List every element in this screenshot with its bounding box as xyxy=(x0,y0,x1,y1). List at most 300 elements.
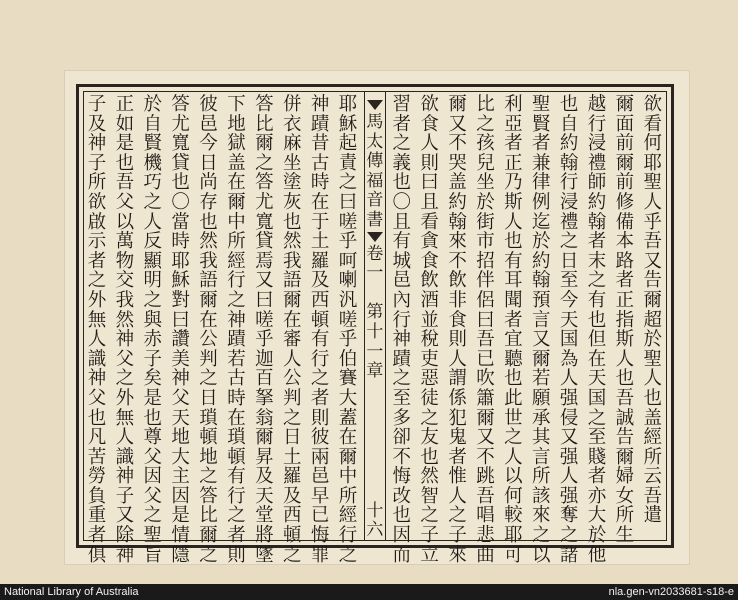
glyph: 跳 xyxy=(476,466,495,488)
glyph: 乎 xyxy=(338,329,358,351)
glyph: 在 xyxy=(199,309,218,331)
glyph: 蹟 xyxy=(310,113,330,135)
glyph: 之 xyxy=(504,427,523,449)
glyph: 勞 xyxy=(87,466,107,488)
glyph: 喇 xyxy=(338,270,358,292)
glyph: 爾 xyxy=(199,289,218,311)
text-column xyxy=(641,92,665,540)
glyph: 呵 xyxy=(338,250,358,272)
glyph: 尤 xyxy=(171,113,190,135)
glyph: 一 xyxy=(366,263,384,284)
glyph: 路 xyxy=(615,250,635,272)
glyph: 爾 xyxy=(227,191,246,213)
glyph: 曰 xyxy=(171,309,190,331)
glyph: 讚 xyxy=(171,329,190,351)
glyph: 蓋 xyxy=(338,407,358,429)
glyph: 於 xyxy=(143,94,163,115)
glyph: 也 xyxy=(171,172,190,194)
glyph: 該 xyxy=(531,485,551,507)
glyph: 灰 xyxy=(282,191,302,213)
glyph: 不 xyxy=(448,133,467,155)
glyph: 曰 xyxy=(255,289,274,311)
glyph: 徒 xyxy=(420,387,439,409)
glyph: 者 xyxy=(615,270,635,292)
glyph: 也 xyxy=(392,505,412,527)
glyph: 天 xyxy=(559,309,579,331)
glyph: 物 xyxy=(115,250,135,272)
glyph: 爾 xyxy=(615,152,635,174)
glyph: 云 xyxy=(643,466,663,488)
glyph: 內 xyxy=(392,289,412,311)
text-column xyxy=(141,92,165,566)
glyph: 嗟 xyxy=(338,309,358,331)
text-column xyxy=(390,92,414,566)
glyph: 承 xyxy=(531,407,551,429)
glyph: 神 xyxy=(310,94,330,115)
glyph: 食 xyxy=(448,309,467,331)
glyph: 爾 xyxy=(643,289,663,311)
glyph: 中 xyxy=(227,211,246,233)
glyph: 神 xyxy=(115,544,135,566)
glyph: 指 xyxy=(615,309,635,331)
glyph: 父 xyxy=(115,191,135,213)
glyph: 人 xyxy=(282,348,302,370)
glyph: 修 xyxy=(615,191,635,213)
glyph: 今 xyxy=(559,289,579,311)
glyph: 因 xyxy=(171,485,190,507)
glyph: 之 xyxy=(227,289,246,311)
glyph: 將 xyxy=(255,525,274,547)
glyph: 來 xyxy=(448,231,467,253)
glyph: 及 xyxy=(282,485,302,507)
glyph: 爾 xyxy=(448,94,467,115)
glyph: 又 xyxy=(448,113,467,135)
glyph: 於 xyxy=(531,231,551,253)
glyph: 師 xyxy=(587,172,607,194)
glyph: 約 xyxy=(448,191,467,213)
glyph: 也 xyxy=(643,387,663,409)
glyph: 所 xyxy=(531,466,551,488)
glyph: 賤 xyxy=(587,446,607,468)
glyph: 之 xyxy=(199,544,218,566)
glyph: 神 xyxy=(171,368,190,390)
glyph: 伴 xyxy=(476,270,495,292)
glyph: 有 xyxy=(392,231,412,253)
glyph: 之 xyxy=(448,505,467,527)
glyph: 之 xyxy=(199,368,218,390)
glyph: 所 xyxy=(227,231,246,253)
glyph: 翰 xyxy=(448,211,467,233)
glyph: 章 xyxy=(366,361,384,382)
glyph: 言 xyxy=(531,446,551,468)
glyph: 行 xyxy=(227,485,246,507)
glyph: 審 xyxy=(282,329,302,351)
glyph: 以 xyxy=(504,466,523,488)
glyph: 彼 xyxy=(199,94,218,115)
glyph: 寬 xyxy=(255,211,274,233)
glyph: 較 xyxy=(504,505,523,527)
glyph: 以 xyxy=(115,211,135,233)
glyph: 神 xyxy=(87,133,107,155)
glyph: 起 xyxy=(338,133,358,155)
glyph: 之 xyxy=(420,505,439,527)
glyph: 兩 xyxy=(310,446,330,468)
glyph: 明 xyxy=(143,270,163,292)
glyph: 鬼 xyxy=(448,427,467,449)
glyph: 以 xyxy=(531,544,551,566)
glyph: 大 xyxy=(587,505,607,527)
glyph: 福 xyxy=(366,170,384,191)
glyph: 行 xyxy=(559,172,579,194)
glyph: 之 xyxy=(559,525,579,547)
glyph: 所 xyxy=(615,505,635,527)
glyph: 超 xyxy=(643,309,663,331)
glyph: 謂 xyxy=(448,368,467,390)
glyph: 坐 xyxy=(476,172,495,194)
glyph: 穌 xyxy=(171,270,190,292)
glyph: 爾 xyxy=(615,94,635,115)
glyph: 〇 xyxy=(392,191,412,213)
glyph: 之 xyxy=(143,289,163,311)
text-column xyxy=(446,92,470,566)
glyph: 之 xyxy=(310,368,330,390)
glyph: 所 xyxy=(643,446,663,468)
glyph: 然 xyxy=(420,466,439,488)
glyph: 識 xyxy=(87,348,107,370)
glyph: 一 xyxy=(366,341,384,362)
footer-bar xyxy=(0,584,738,600)
glyph: 律 xyxy=(531,172,551,194)
fishtail-mark xyxy=(367,100,383,110)
glyph: 酒 xyxy=(420,289,439,311)
glyph: 又 xyxy=(476,427,495,449)
glyph: 孩 xyxy=(476,133,495,155)
glyph: 凡 xyxy=(87,427,107,449)
glyph: 利 xyxy=(504,94,523,115)
glyph: 自 xyxy=(143,113,163,135)
glyph: 至 xyxy=(559,270,579,292)
glyph: 重 xyxy=(87,505,107,527)
glyph: 立 xyxy=(420,544,439,566)
glyph: 墜 xyxy=(255,544,274,566)
glyph: 義 xyxy=(392,152,412,174)
glyph: 盖 xyxy=(448,172,467,194)
glyph: 日 xyxy=(282,427,302,449)
glyph: 經 xyxy=(643,427,663,449)
glyph: 羅 xyxy=(310,250,330,272)
footer-source: National Library of Australia xyxy=(4,586,139,598)
text-column xyxy=(585,92,609,566)
glyph: 貸 xyxy=(171,152,190,174)
glyph: 者 xyxy=(87,250,107,272)
glyph: 來 xyxy=(448,544,467,566)
glyph: 若 xyxy=(531,368,551,390)
glyph: 惟 xyxy=(448,466,467,488)
glyph: 比 xyxy=(476,94,495,115)
glyph: 正 xyxy=(615,289,635,311)
glyph: 爾 xyxy=(476,407,495,429)
glyph: 則 xyxy=(448,329,467,351)
glyph: 耶 xyxy=(643,152,663,174)
text-column xyxy=(529,92,553,566)
glyph: 尤 xyxy=(255,191,274,213)
glyph: 於 xyxy=(587,525,607,547)
glyph: 我 xyxy=(199,250,218,272)
text-columns xyxy=(84,92,666,566)
glyph: 禮 xyxy=(587,152,607,174)
glyph: 飲 xyxy=(420,270,439,292)
glyph: 約 xyxy=(531,250,551,272)
glyph: 則 xyxy=(227,544,246,566)
glyph: 盖 xyxy=(227,152,246,174)
glyph: 卻 xyxy=(392,427,412,449)
glyph: 俱 xyxy=(87,544,107,566)
glyph: 强 xyxy=(559,446,579,468)
glyph: 蹟 xyxy=(227,329,246,351)
glyph: 人 xyxy=(559,466,579,488)
glyph: 答 xyxy=(199,485,218,507)
glyph: 欲 xyxy=(87,191,107,213)
text-column xyxy=(557,92,581,566)
glyph: 獄 xyxy=(227,133,246,155)
glyph: 吹 xyxy=(476,368,495,390)
glyph: 行 xyxy=(338,525,358,547)
glyph: 大 xyxy=(171,446,190,468)
glyph: 經 xyxy=(338,505,358,527)
glyph: 啟 xyxy=(87,211,107,233)
text-column xyxy=(308,92,332,566)
glyph: 尊 xyxy=(143,427,163,449)
glyph: 也 xyxy=(115,152,135,174)
glyph: 城 xyxy=(392,250,412,272)
glyph: 多 xyxy=(392,407,412,429)
glyph: 浸 xyxy=(587,133,607,155)
glyph: 吾 xyxy=(643,231,663,253)
glyph: 哭 xyxy=(448,152,467,174)
glyph: 正 xyxy=(115,94,135,115)
glyph: 昔 xyxy=(310,133,330,155)
glyph: 赤 xyxy=(143,329,163,351)
text-column xyxy=(418,92,442,566)
glyph: 約 xyxy=(559,133,579,155)
glyph: 吾 xyxy=(115,172,135,194)
glyph: 是 xyxy=(115,133,135,155)
glyph: 何 xyxy=(504,485,523,507)
glyph: 旨 xyxy=(143,544,163,566)
glyph: 之 xyxy=(338,544,358,566)
glyph: 之 xyxy=(115,368,135,390)
glyph: 智 xyxy=(420,485,439,507)
glyph: 欲 xyxy=(643,94,663,115)
glyph: 他 xyxy=(587,544,607,566)
glyph: 已 xyxy=(310,505,330,527)
glyph: 及 xyxy=(310,270,330,292)
glyph: 子 xyxy=(87,94,107,115)
glyph: 迦 xyxy=(255,348,274,370)
glyph: 苦 xyxy=(87,446,107,468)
glyph: 告 xyxy=(643,270,663,292)
glyph: 對 xyxy=(171,289,190,311)
glyph: 反 xyxy=(143,231,163,253)
glyph: 汎 xyxy=(338,289,358,311)
glyph: 遣 xyxy=(643,505,663,527)
glyph: 之 xyxy=(282,544,302,566)
glyph: 所 xyxy=(338,485,358,507)
glyph: 乎 xyxy=(255,329,274,351)
glyph: 經 xyxy=(227,250,246,272)
glyph: 聖 xyxy=(531,94,551,115)
glyph: 曰 xyxy=(476,309,495,331)
glyph: 神 xyxy=(227,309,246,331)
glyph: 人 xyxy=(643,191,663,213)
glyph: 爾 xyxy=(338,446,358,468)
glyph: 侵 xyxy=(559,407,579,429)
glyph: 時 xyxy=(171,231,190,253)
glyph: 係 xyxy=(448,387,467,409)
glyph: 判 xyxy=(199,348,218,370)
glyph: 聞 xyxy=(504,289,523,311)
glyph: 之 xyxy=(282,407,302,429)
glyph: 卷 xyxy=(366,243,384,264)
glyph: 者 xyxy=(448,446,467,468)
glyph: 頓 xyxy=(227,446,246,468)
glyph: 者 xyxy=(587,231,607,253)
glyph: 至 xyxy=(392,387,412,409)
glyph: 巧 xyxy=(143,172,163,194)
glyph: 吏 xyxy=(420,348,439,370)
glyph: 我 xyxy=(115,289,135,311)
glyph: 唱 xyxy=(476,505,495,527)
glyph: 拏 xyxy=(255,387,274,409)
glyph: 者 xyxy=(227,525,246,547)
glyph: 人 xyxy=(615,348,635,370)
glyph: 比 xyxy=(255,113,274,135)
glyph: 兒 xyxy=(476,152,495,174)
glyph: 比 xyxy=(199,505,218,527)
glyph: 者 xyxy=(504,133,523,155)
glyph: 頓 xyxy=(310,309,330,331)
text-column xyxy=(197,92,221,566)
glyph: 行 xyxy=(587,113,607,135)
glyph: 斯 xyxy=(504,191,523,213)
glyph: 也 xyxy=(615,368,635,390)
glyph: 諸 xyxy=(559,544,579,566)
glyph: 之 xyxy=(143,505,163,527)
glyph: 答 xyxy=(255,94,274,115)
glyph: 人 xyxy=(143,211,163,233)
glyph: 子 xyxy=(115,485,135,507)
glyph: 無 xyxy=(87,309,107,331)
glyph: 時 xyxy=(310,172,330,194)
glyph: 願 xyxy=(531,387,551,409)
glyph: 十 xyxy=(366,500,384,521)
glyph: 日 xyxy=(199,387,218,409)
glyph: 之 xyxy=(199,466,218,488)
glyph: 又 xyxy=(255,270,274,292)
glyph: 爾 xyxy=(255,427,274,449)
glyph: 爾 xyxy=(199,525,218,547)
glyph: 因 xyxy=(143,466,163,488)
glyph: 然 xyxy=(199,231,218,253)
glyph: 但 xyxy=(587,329,607,351)
glyph: 街 xyxy=(476,211,495,233)
glyph: 併 xyxy=(282,94,302,115)
glyph: 自 xyxy=(559,113,579,135)
glyph: 存 xyxy=(199,191,218,213)
glyph: 矣 xyxy=(143,368,163,390)
glyph: 正 xyxy=(504,152,523,174)
glyph: 瑣 xyxy=(227,427,246,449)
glyph: 是 xyxy=(171,505,190,527)
glyph: 惡 xyxy=(420,368,439,390)
glyph: 父 xyxy=(171,387,190,409)
glyph: 浸 xyxy=(559,191,579,213)
glyph: 及 xyxy=(255,466,274,488)
glyph: 吾 xyxy=(615,387,635,409)
glyph: 行 xyxy=(227,270,246,292)
glyph: 百 xyxy=(255,368,274,390)
glyph: 不 xyxy=(448,250,467,272)
glyph: 外 xyxy=(87,289,107,311)
glyph: 日 xyxy=(559,250,579,272)
glyph: 国 xyxy=(587,387,607,409)
glyph: 今 xyxy=(199,133,218,155)
glyph: 交 xyxy=(115,270,135,292)
glyph: 吾 xyxy=(643,485,663,507)
glyph: 之 xyxy=(338,172,358,194)
glyph: 我 xyxy=(282,250,302,272)
glyph: 寬 xyxy=(171,133,190,155)
text-column xyxy=(280,92,304,566)
glyph: 早 xyxy=(310,485,330,507)
glyph: 翰 xyxy=(587,211,607,233)
glyph: 也 xyxy=(282,211,302,233)
glyph: 子 xyxy=(87,152,107,174)
glyph: 者 xyxy=(310,387,330,409)
glyph: 坐 xyxy=(282,152,302,174)
text-column xyxy=(169,92,193,566)
glyph: 有 xyxy=(587,289,607,311)
glyph: 賢 xyxy=(531,113,551,135)
glyph: 乎 xyxy=(338,231,358,253)
text-column xyxy=(224,92,248,566)
glyph: 婦 xyxy=(615,466,635,488)
glyph: 神 xyxy=(392,329,412,351)
glyph: 聖 xyxy=(643,172,663,194)
glyph: 行 xyxy=(392,309,412,331)
glyph: 强 xyxy=(559,387,579,409)
center-subtitle xyxy=(365,244,385,381)
glyph: 又 xyxy=(643,250,663,272)
glyph: 及 xyxy=(87,113,107,135)
glyph: 曰 xyxy=(420,172,439,194)
glyph: 人 xyxy=(420,133,439,155)
glyph: 地 xyxy=(227,113,246,135)
glyph: 預 xyxy=(531,289,551,311)
glyph: 犯 xyxy=(448,407,467,429)
glyph: 世 xyxy=(504,407,523,429)
text-column xyxy=(501,92,525,566)
glyph: 也 xyxy=(504,231,523,253)
glyph: 之 xyxy=(255,152,274,174)
glyph: 罪 xyxy=(310,544,330,566)
glyph: 簫 xyxy=(476,387,495,409)
glyph: 負 xyxy=(87,485,107,507)
glyph: 此 xyxy=(504,387,523,409)
glyph: 本 xyxy=(615,231,635,253)
glyph: 禮 xyxy=(559,211,579,233)
glyph: 頓 xyxy=(199,427,218,449)
